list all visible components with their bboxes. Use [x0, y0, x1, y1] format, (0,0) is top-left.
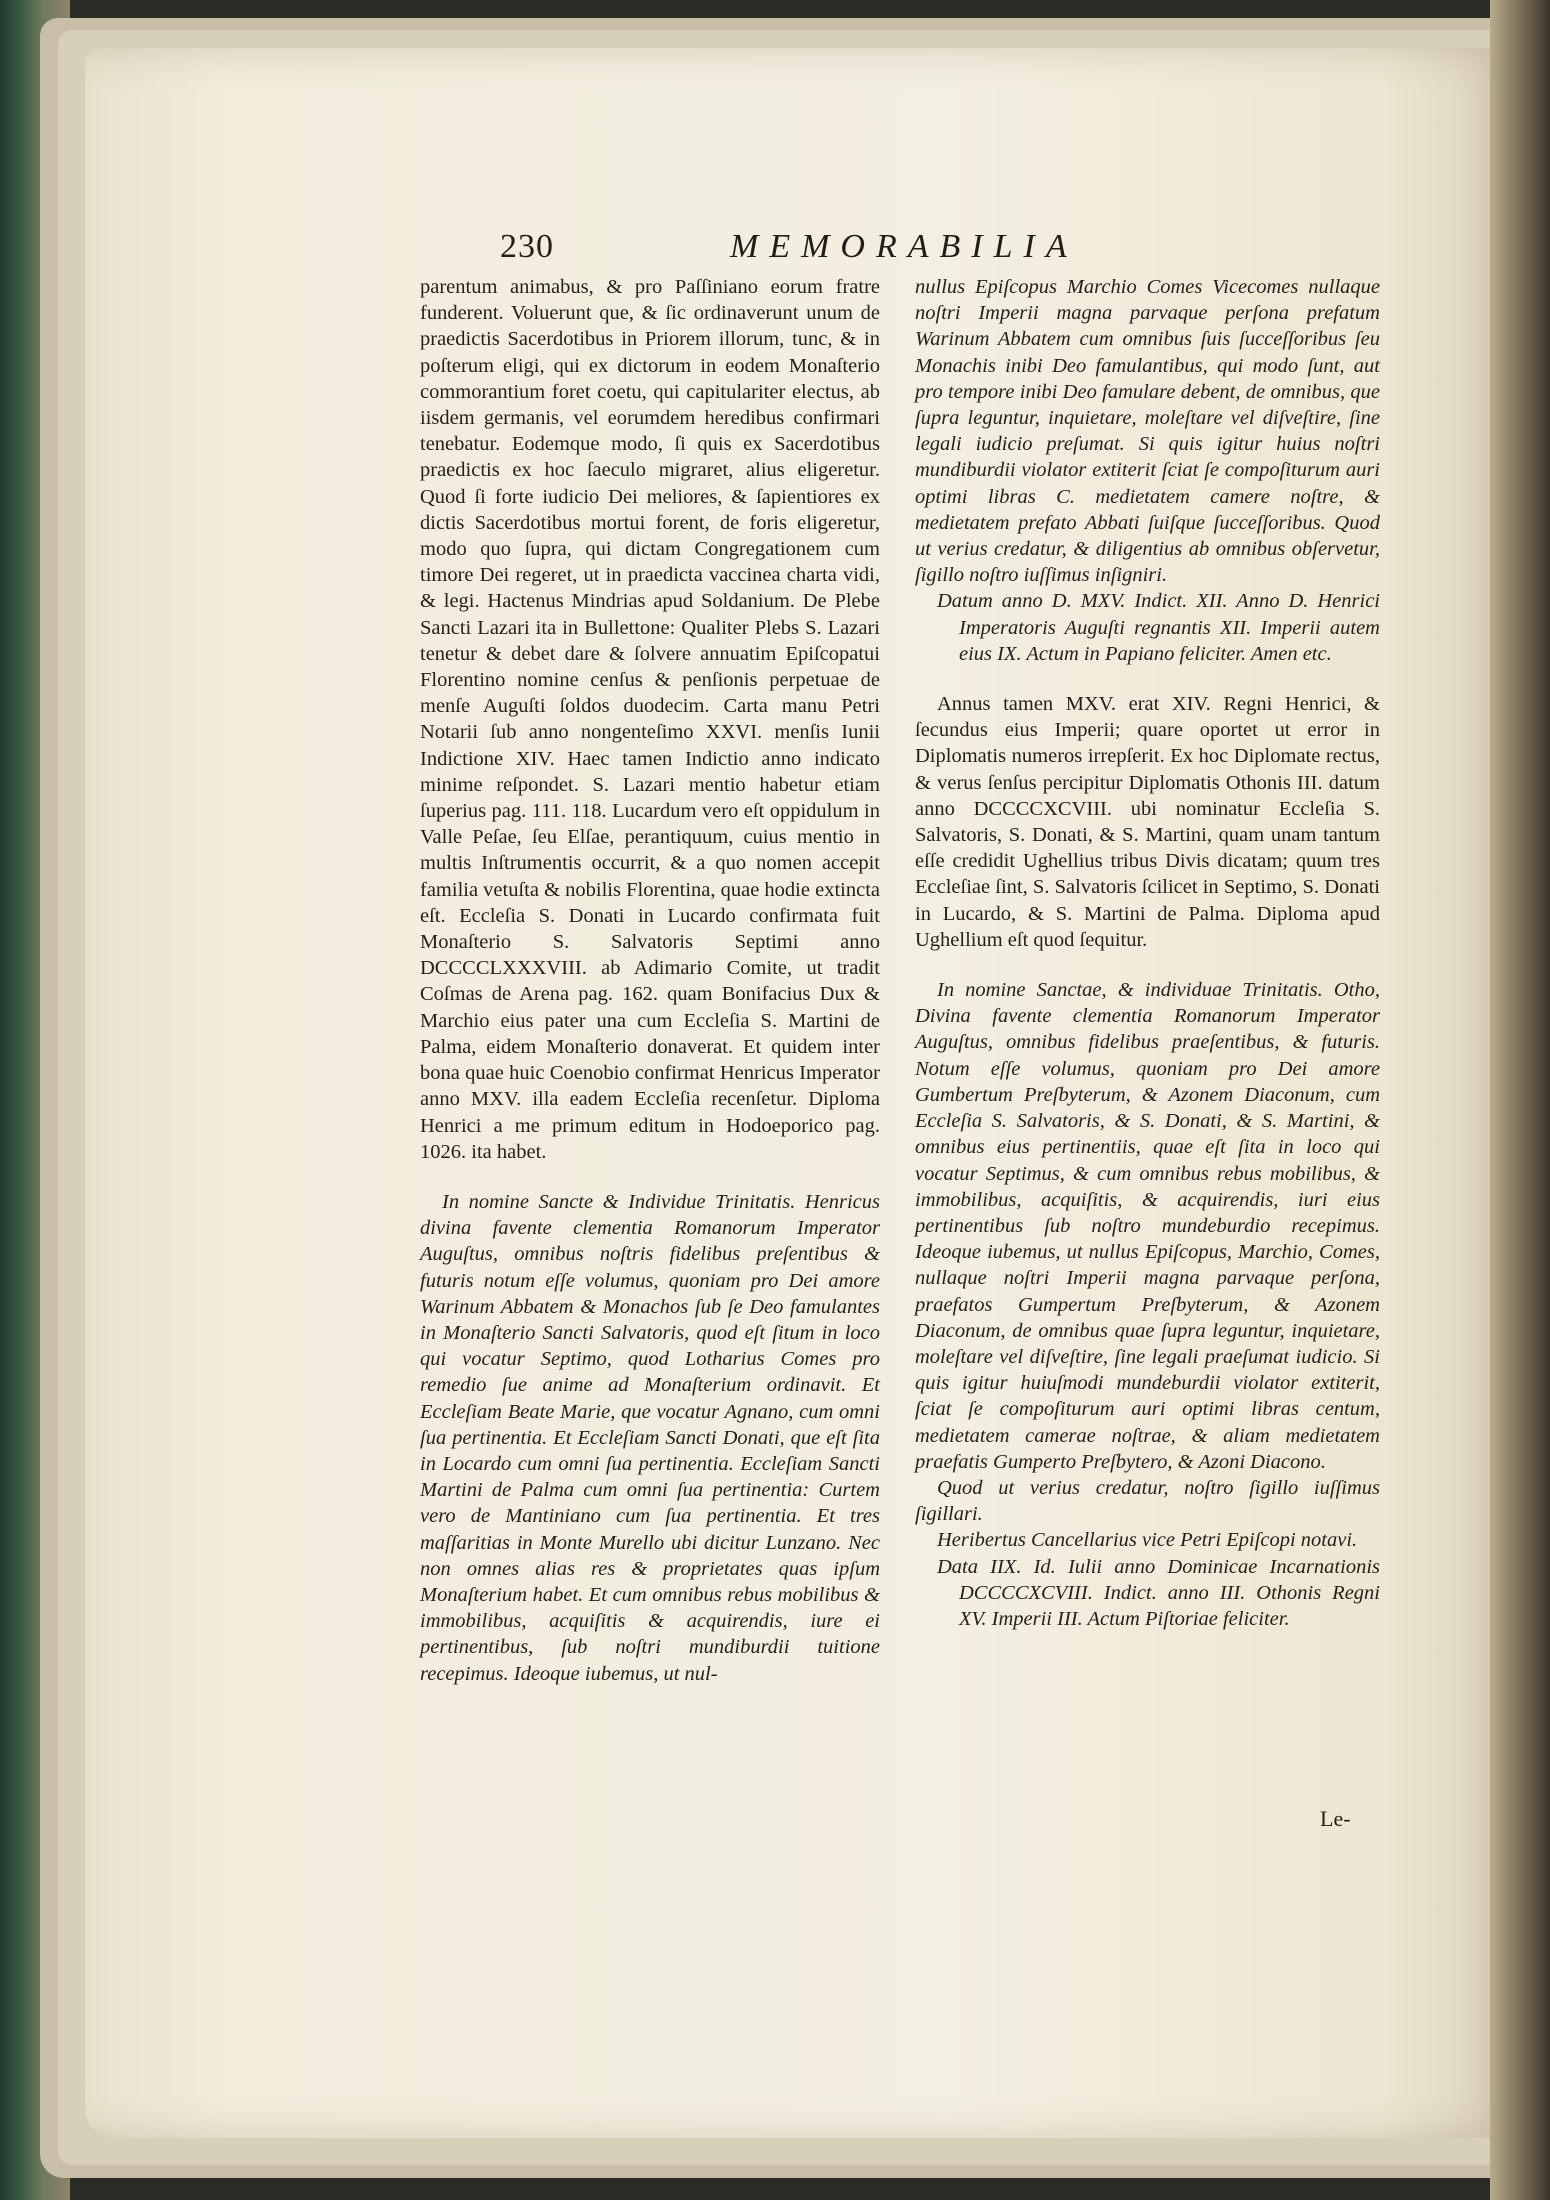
right-paragraph-1-diploma: nullus Epiſcopus Marchio Comes Vicecomes nullaque noſtri Imperii magna parvaque perſona prefatum Warinum Abbatem cum omnibus ſuis ſucceſſoribus ſeu Monachis inibi Deo famulantibus, qui modo ſunt, aut pro tempore inibi Deo famulare debent, de omnibus, que ſupra leguntur, inquietare, moleſtare vel diſveſtire, ſine legali iudicio preſumat. Si quis igitur huius noſtri mundiburdii violator extiterit ſciat ſe compoſiturum auri optimi libras C. medietatem camere noſtre, & medietatem prefato Abbati ſuiſque ſucceſſoribus. Quod ut verius credatur, & diligentius ab omnibus obſervetur, ſigillo noſtro iuſſimus inſigniri.	[915, 276, 1380, 587]
right-paragraph-3: Annus tamen MXV. erat XIV. Regni Henrici, & ſecundus eius Imperii; quare oportet ut error in Diplomatis numeros irrepſerit. Ex hoc Diplomate rectus, & verus ſenſus percipitur Diplomatis Othonis III. datum anno DCCCCXCVIII. ubi nominatur Eccleſia S. Salvatoris, S. Donati, & S. Martini, quam unam tantum eſſe credidit Ughellius tribus Divis dicatam; quum tres Eccleſiae ſint, S. Salvatoris ſcilicet in Septimo, S. Donati in Lucardo, & S. Martini de Palma. Diploma apud Ughellium eſt quod ſequitur.	[915, 693, 1380, 951]
page-number: 230	[500, 228, 554, 265]
catchword: Le-	[1320, 1806, 1351, 1831]
right-paragraph-6-signature: Heribertus Cancellarius vice Petri Epiſcopi notavi.	[937, 1529, 1358, 1552]
right-paragraph-5: Quod ut verius credatur, noſtro ſigillo iuſſimus ſigillari.	[915, 1476, 1380, 1526]
right-paragraph-4-diploma: In nomine Sanctae, & individuae Trinitatis. Otho, Divina favente clementia Romanorum Imperator Auguſtus, omnibus fidelibus praeſentibus, & futuris. Notum eſſe volumus, quoniam pro Dei amore Gumbertum Preſbyterum, & Azonem Diaconum, cum Eccleſia S. Salvatoris, & S. Donati, & S. Martini, & omnibus eius pertinentiis, quae eſt ſita in loco qui vocatur Septimus, & cum omnibus rebus mobilibus, & immobilibus, acquiſitis, & acquirendis, iuri eius pertinentibus ſub noſtro mundeburdio recepimus. Ideoque iubemus, ut nullus Epiſcopus, Marchio, Comes, nullaque noſtri Imperii magna parvaque perſona, praefatos Gumpertum Preſbyterum, & Azonem Diaconum, de omnibus quae ſupra leguntur, inquietare, moleſtare vel diſveſtire, ſine legali praeſumat iudicio. Si quis igitur huiuſmodi mundeburdii violator extiterit, ſciat ſe compoſiturum auri optimi libras centum, medietatem camerae noſtrae, & aliam medietatem praefatis Gumperto Preſbytero, & Azoni Diacono.	[915, 979, 1380, 1473]
left-paragraph-1: parentum animabus, & pro Paſſiniano eorum fratre funderent. Voluerunt que, & ſic ordinaverunt unum de praedictis Sacerdotibus in Priorem illorum, tunc, & in poſterum eligi, qui ex dictorum in eodem Monaſterio commorantium foret coetu, qui capitulariter electus, ab iisdem germanis, vel eorumdem heredibus confirmari tenebatur. Eodemque modo, ſi quis ex Sacerdotibus praedictis ex hoc ſaeculo migraret, alius eligeretur. Quod ſi forte iudicio Dei meliores, & ſapientiores ex dictis Sacerdotibus mortui forent, de foris eligeretur, modo quo ſupra, qui dictam Congregationem cum timore Dei regeret, ut in praedicta vaccinea charta vidi, & legi. Hactenus Mindrias apud Soldanium. De Plebe Sancti Lazari ita in Bullettone: Qualiter Plebs S. Lazari tenetur & debet dare & ſolvere annuatim Epiſcopatui Florentino nomine cenſus & penſionis perpetuae de menſe Auguſti ſoldos duodecim. Carta manu Petri Notarii ſub anno nongenteſimo XXVI. menſis Iunii Indictione XIV. Haec tamen Indictio anno indicato minime reſpondet. S. Lazari mentio habetur etiam ſuperius pag. 111. 118. Lucardum vero eſt oppidulum in Valle Peſae, ſeu Elſae, perantiquum, cuius mentio in multis Inſtrumentis occurrit, & a quo nomen accepit familia vetuſta & nobilis Florentina, quae hodie extincta eſt. Eccleſia S. Donati in Lucardo confirmata fuit Monaſterio S. Salvatoris Septimi anno DCCCCLXXXVIII. ab Adimario Comite, ut tradit Coſmas de Arena pag. 162. quam Bonifacius Dux & Marchio eius pater una cum Eccleſia S. Martini de Palma, eidem Monaſterio donaverat. Et quidem inter bona quae huic Coenobio confirmat Henricus Imperator anno MXV. illa eadem Eccleſia recenſetur. Diploma Henrici a me primum editum in Hodoeporico pag. 1026. ita habet.	[420, 276, 880, 1163]
right-column	[915, 274, 1380, 1632]
book-right-edge	[1490, 0, 1550, 2200]
left-paragraph-2-diploma: In nomine Sancte & Individue Trinitatis. Henricus divina favente clementia Romanorum Imperator Auguſtus, omnibus noſtris fidelibus preſentibus & futuris notum eſſe volumus, quoniam pro Dei amore Warinum Abbatem & Monachos ſub ſe Deo famulantes in Monaſterio Sancti Salvatoris, quod eſt ſitum in loco qui vocatur Septimo, quod Lotharius Comes pro remedio ſue anime ad Monaſterium ordinavit. Et Eccleſiam Beate Marie, que vocatur Agnano, cum omni ſua pertinentia. Et Eccleſiam Sancti Donati, que eſt ſita in Locardo cum omni ſua pertinentia. Eccleſiam Sancti Martini de Palma cum omni ſua pertinentia: Curtem vero de Mantiniano cum ſua pertinentia. Et tres maſſaritias in Monte Murello ubi dicitur Lunzano. Nec non omnes alias res & proprietates quas ipſum Monaſterium habet. Et cum omnibus rebus mobilibus & immobilibus, acquiſitis & acquirendis, iure ei pertinentibus, ſub noſtri mundiburdii tuitione recepimus. Ideoque iubemus, ut nul-	[420, 1190, 880, 1685]
right-paragraph-7-date: Data IIX. Id. Iulii anno Dominicae Incarnationis DCCCCXCVIII. Indict. anno III. Othonis Regni XV. Imperii III. Actum Piſtoriae feliciter.	[937, 1555, 1380, 1630]
page-header	[500, 228, 1200, 268]
right-paragraph-2-date: Datum anno D. MXV. Indict. XII. Anno D. Henrici Imperatoris Auguſti regnantis XII. Imperii autem eius IX. Actum in Papiano feliciter. Amen etc.	[937, 590, 1380, 665]
running-title: MEMORABILIA	[730, 228, 1078, 265]
left-column	[420, 274, 880, 1687]
